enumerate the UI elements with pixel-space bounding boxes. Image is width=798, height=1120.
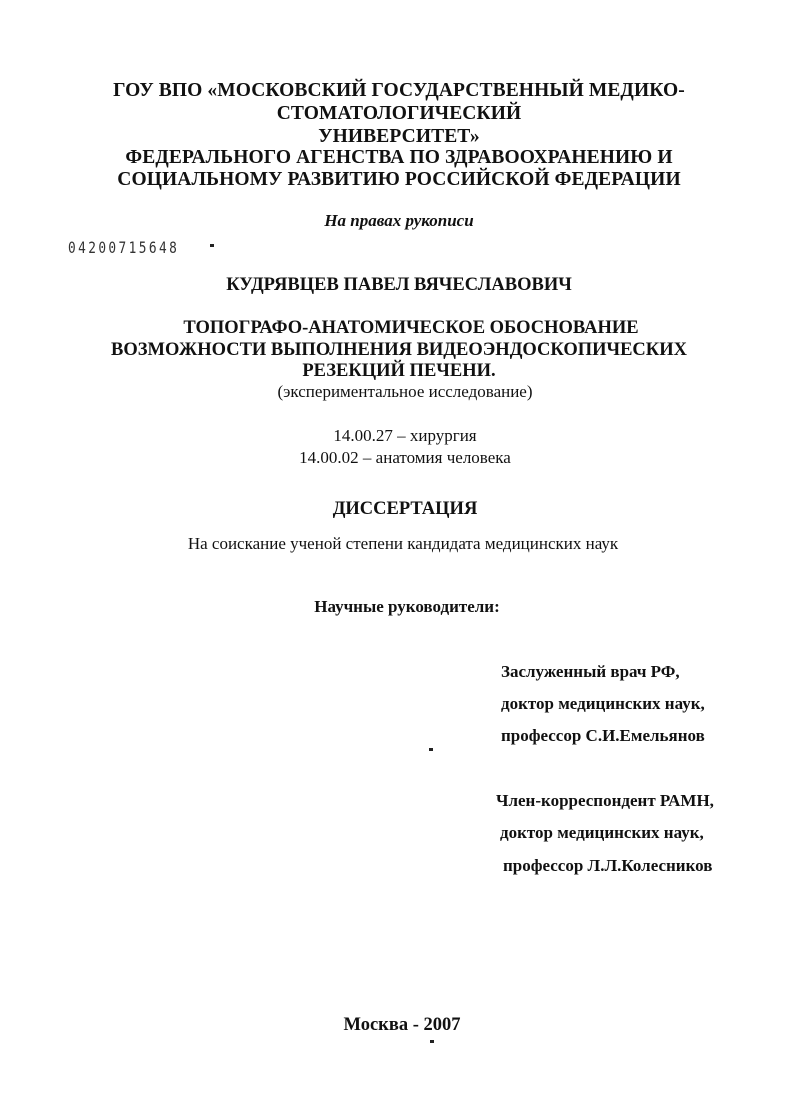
header-line-4: ФЕДЕРАЛЬНОГО АГЕНСТВА ПО ЗДРАВООХРАНЕНИЮ И: [125, 147, 673, 168]
title-line-3: РЕЗЕКЦИЙ ПЕЧЕНИ.: [302, 361, 496, 381]
scan-speck: [429, 748, 433, 751]
archive-stamp: 04200715648: [68, 238, 180, 257]
supervisor-1-name: профессор С.И.Емельянов: [501, 726, 705, 745]
header-line-3: УНИВЕРСИТЕТ»: [318, 126, 480, 147]
header-line-5: СОЦИАЛЬНОМУ РАЗВИТИЮ РОССИЙСКОЙ ФЕДЕРАЦИИ: [117, 169, 681, 190]
supervisor-2-name: профессор Л.Л.Колесников: [503, 856, 713, 875]
header-line-2: СТОМАТОЛОГИЧЕСКИЙ: [276, 103, 522, 124]
header-line-1: ГОУ ВПО «МОСКОВСКИЙ ГОСУДАРСТВЕННЫЙ МЕДИКО-: [113, 80, 685, 101]
document-type: ДИССЕРТАЦИЯ: [332, 499, 478, 519]
supervisor-1-degree: доктор медицинских наук,: [501, 694, 705, 713]
author-name: КУДРЯВЦЕВ ПАВЕЛ ВЯЧЕСЛАВОВИЧ: [226, 275, 572, 295]
specialty-1: 14.00.27 – хирургия: [333, 426, 477, 445]
supervisor-1-title: Заслуженный врач РФ,: [501, 662, 680, 681]
supervisors-heading: Научные руководители:: [314, 597, 500, 616]
city-year: Москва - 2007: [343, 1015, 461, 1035]
scan-speck: [210, 244, 214, 247]
title-line-2: ВОЗМОЖНОСТИ ВЫПОЛНЕНИЯ ВИДЕОЭНДОСКОПИЧЕСКИХ: [111, 340, 687, 360]
specialty-2: 14.00.02 – анатомия человека: [299, 448, 511, 467]
degree-statement: На соискание ученой степени кандидата медицинских наук: [187, 534, 619, 553]
title-subtitle: (экспериментальное исследование): [277, 382, 533, 401]
supervisor-2-title: Член-корреспондент РАМН,: [496, 791, 714, 810]
title-line-1: ТОПОГРАФО-АНАТОМИЧЕСКОЕ ОБОСНОВАНИЕ: [183, 318, 639, 338]
scan-speck: [430, 1040, 434, 1043]
supervisor-2-degree: доктор медицинских наук,: [500, 823, 704, 842]
manuscript-note: На правах рукописи: [324, 211, 474, 230]
